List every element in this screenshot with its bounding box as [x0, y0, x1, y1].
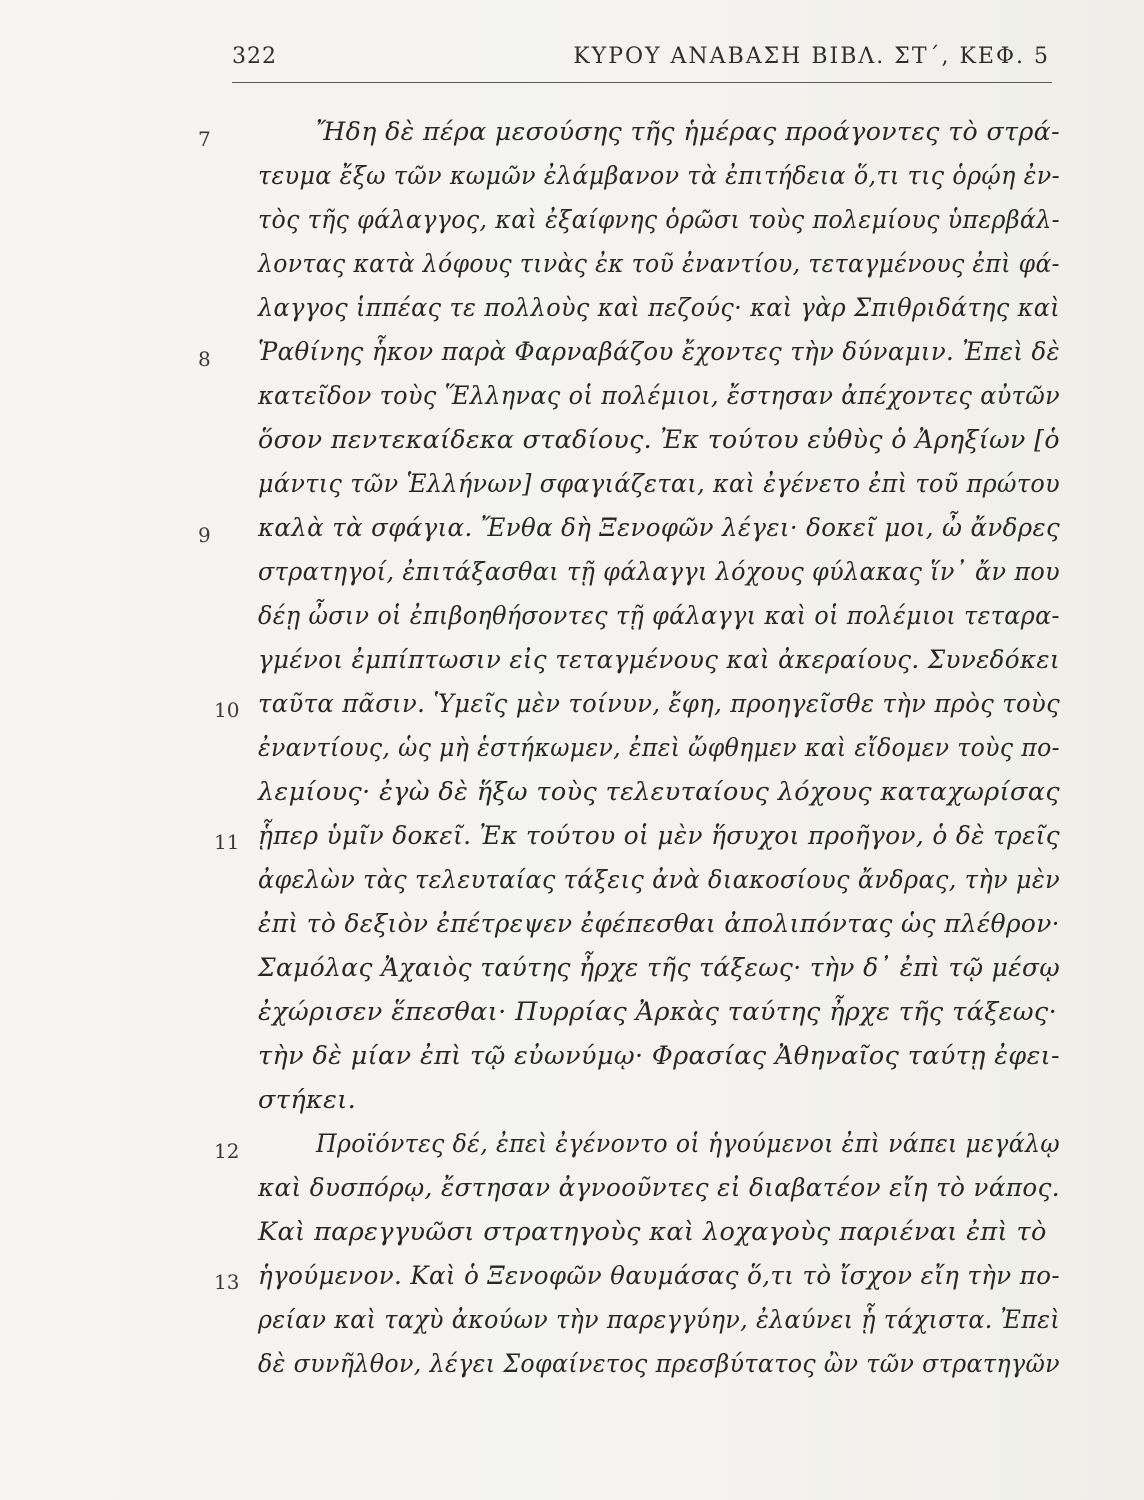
text-line: λεμίους· ἐγὼ δὲ ἥξω τοὺς τελευταίους λόχους καταχωρίσας — [258, 777, 1061, 807]
text-line: Προϊόντες δέ, ἐπεὶ ἐγένοντο οἱ ἡγούμενοι ἐπὶ νάπει μεγάλῳ — [316, 1129, 1060, 1159]
text-line: τευμα ἔξω τῶν κωμῶν ἐλάμβανον τὰ ἐπιτήδεια ὅ,τι τις ὁρῴη ἐν- — [258, 161, 1061, 191]
text-line: τὸς τῆς φάλαγγος, καὶ ἐξαίφνης ὁρῶσι τοὺς πολεμίους ὑπερβάλ- — [258, 205, 1061, 235]
text-line: γμένοι ἐμπίπτωσιν εἰς τεταγμένους καὶ ἀκεραίους. Συνεδόκει — [258, 645, 1060, 675]
section-number: 11 — [214, 830, 240, 854]
text-line: Καὶ παρεγγυῶσι στρατηγοὺς καὶ λοχαγοὺς παριέναι ἐπὶ τὸ — [258, 1217, 1047, 1247]
section-number: 9 — [198, 523, 211, 547]
section-number: 8 — [198, 347, 211, 371]
text-line: τὴν δὲ μίαν ἐπὶ τῷ εὐωνύμῳ· Φρασίας Ἀθηναῖος ταύτῃ ἐφει- — [258, 1041, 1060, 1071]
text-line: καλὰ τὰ σφάγια. Ἔνθα δὴ Ξενοφῶν λέγει· δοκεῖ μοι, ὦ ἄνδρες — [258, 513, 1061, 543]
text-line: ἡγούμενον. Καὶ ὁ Ξενοφῶν θαυμάσας ὅ,τι τὸ ἴσχον εἴη τὴν πο- — [258, 1261, 1061, 1291]
text-line: δὲ συνῆλθον, λέγει Σοφαίνετος πρεσβύτατος ὢν τῶν στρατηγῶν — [258, 1349, 1060, 1379]
text-line: ὅσον πεντεκαίδεκα σταδίους. Ἐκ τούτου εὐθὺς ὁ Ἀρηξίων [ὁ — [258, 425, 1060, 455]
text-line: ᾗπερ ὑμῖν δοκεῖ. Ἐκ τούτου οἱ μὲν ἥσυχοι προῆγον, ὁ δὲ τρεῖς — [258, 821, 1061, 851]
page-header — [232, 44, 1050, 78]
header-rule — [232, 82, 1052, 83]
section-number: 13 — [214, 1270, 240, 1294]
running-head: ΚΥΡΟΥ ΑΝΑΒΑΣΗ ΒΙΒΛ. ΣΤ΄, ΚΕΦ. 5 — [573, 44, 1050, 69]
text-line: ἐπὶ τὸ δεξιὸν ἐπέτρεψεν ἐφέπεσθαι ἀπολιπόντας ὡς πλέθρον· — [258, 909, 1060, 939]
text-line: Ῥαθίνης ἧκον παρὰ Φαρναβάζου ἔχοντες τὴν δύναμιν. Ἐπεὶ δὲ — [258, 337, 1060, 367]
text-line: ρείαν καὶ ταχὺ ἀκούων τὴν παρεγγύην, ἐλαύνει ᾗ τάχιστα. Ἐπεὶ — [258, 1305, 1061, 1335]
text-line: Ἤδη δὲ πέρα μεσούσης τῆς ἡμέρας προάγοντες τὸ στρά- — [316, 117, 1061, 147]
text-line: δέῃ ὦσιν οἱ ἐπιβοηθήσοντες τῇ φάλαγγι καὶ οἱ πολέμιοι τεταρα- — [258, 601, 1060, 631]
section-number: 12 — [214, 1139, 240, 1163]
text-line: ἀφελὼν τὰς τελευταίας τάξεις ἀνὰ διακοσίους ἄνδρας, τὴν μὲν — [258, 865, 1061, 895]
section-number: 7 — [198, 127, 211, 151]
text-line: λοντας κατὰ λόφους τινὰς ἐκ τοῦ ἐναντίου, τεταγμένους ἐπὶ φά- — [258, 249, 1060, 279]
text-line: ἐχώρισεν ἕπεσθαι· Πυρρίας Ἀρκὰς ταύτης ἦρχε τῆς τάξεως· — [258, 997, 1058, 1027]
section-number: 10 — [214, 698, 240, 722]
text-line: μάντις τῶν Ἑλλήνων] σφαγιάζεται, καὶ ἐγένετο ἐπὶ τοῦ πρώτου — [258, 469, 1061, 499]
text-line: Σαμόλας Ἀχαιὸς ταύτης ἦρχε τῆς τάξεως· τὴν δ᾽ ἐπὶ τῷ μέσῳ — [258, 953, 1061, 983]
text-line: ταῦτα πᾶσιν. Ὑμεῖς μὲν τοίνυν, ἔφη, προηγεῖσθε τὴν πρὸς τοὺς — [258, 689, 1061, 719]
text-line: λαγγος ἱππέας τε πολλοὺς καὶ πεζούς· καὶ γὰρ Σπιθριδάτης καὶ — [258, 293, 1061, 323]
text-line: στρατηγοί, ἐπιτάξασθαι τῇ φάλαγγι λόχους φύλακας ἵν᾽ ἄν που — [258, 557, 1061, 587]
text-line: κατεῖδον τοὺς Ἕλληνας οἱ πολέμιοι, ἔστησαν ἀπέχοντες αὐτῶν — [258, 381, 1061, 411]
text-line: ἐναντίους, ὡς μὴ ἑστήκωμεν, ἐπεὶ ὤφθημεν καὶ εἴδομεν τοὺς πο- — [258, 733, 1060, 763]
page-number: 322 — [232, 44, 277, 69]
text-line: στήκει. — [258, 1085, 357, 1115]
text-line: καὶ δυσπόρῳ, ἔστησαν ἀγνοοῦντες εἰ διαβατέον εἴη τὸ νάπος. — [258, 1173, 1061, 1203]
